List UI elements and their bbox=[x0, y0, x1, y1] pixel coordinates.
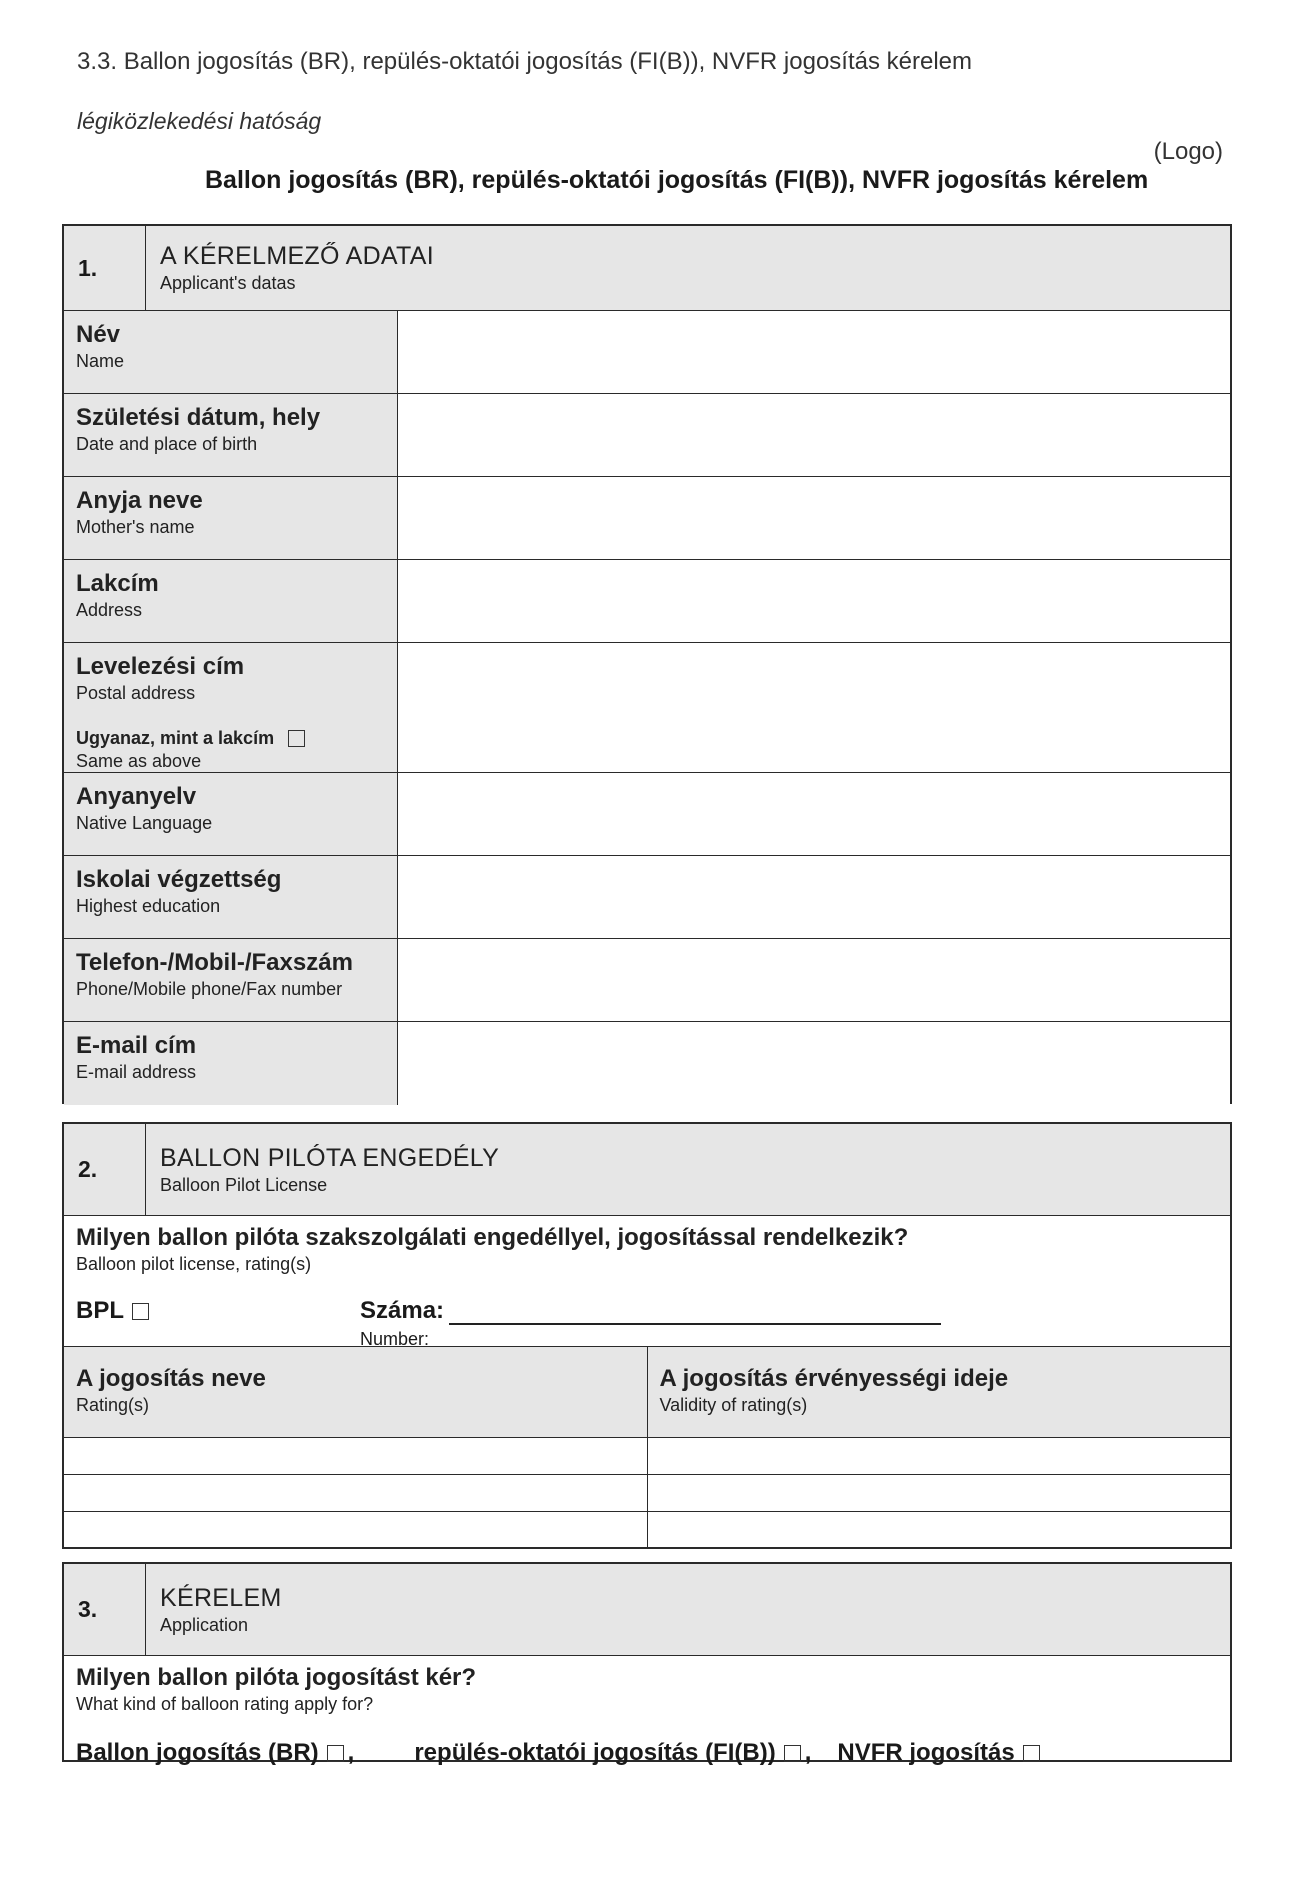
birth-date-place-field[interactable] bbox=[398, 394, 1230, 476]
section-balloon-pilot-license bbox=[62, 1122, 1232, 1549]
section-subtitle: Applicant's datas bbox=[160, 273, 296, 293]
form-row-language bbox=[64, 773, 1230, 856]
field-label: E-mail cím bbox=[76, 1032, 197, 1059]
postal-address-field[interactable] bbox=[398, 643, 1230, 772]
section-title: A KÉRELMEZŐ ADATAI bbox=[160, 242, 434, 270]
option-fib-checkbox[interactable] bbox=[784, 1745, 801, 1762]
section-number: 1. bbox=[64, 226, 146, 310]
field-label-en: Mother's name bbox=[76, 517, 195, 537]
field-label-en: Date and place of birth bbox=[76, 434, 258, 454]
form-row-mother bbox=[64, 477, 1230, 560]
option-separator: , bbox=[804, 1739, 812, 1766]
table-row bbox=[64, 1475, 1230, 1512]
field-label-en: Highest education bbox=[76, 896, 221, 916]
rating-name-cell[interactable] bbox=[64, 1438, 648, 1474]
rating-name-cell[interactable] bbox=[64, 1475, 648, 1511]
name-field[interactable] bbox=[398, 311, 1230, 393]
field-label-en: Name bbox=[76, 351, 125, 371]
table-row bbox=[64, 1438, 1230, 1475]
section-number: 2. bbox=[64, 1124, 146, 1215]
rating-name-cell[interactable] bbox=[64, 1512, 648, 1549]
question-text-en: Balloon pilot license, rating(s) bbox=[76, 1254, 312, 1274]
question-text: Milyen ballon pilóta jogosítást kér? bbox=[76, 1664, 477, 1691]
rating-validity-cell[interactable] bbox=[648, 1512, 1231, 1549]
bpl-label: BPL bbox=[76, 1297, 124, 1324]
email-field[interactable] bbox=[398, 1022, 1230, 1105]
question-text: Milyen ballon pilóta szakszolgálati engedéllyel, jogosítással rendelkezik? bbox=[76, 1224, 909, 1251]
field-label: Születési dátum, hely bbox=[76, 404, 321, 431]
field-label: Anyja neve bbox=[76, 487, 203, 514]
option-nvfr-label: NVFR jogosítás bbox=[837, 1739, 1015, 1766]
same-as-address-label: Ugyanaz, mint a lakcím bbox=[76, 728, 275, 748]
address-field[interactable] bbox=[398, 560, 1230, 642]
field-label: Iskolai végzettség bbox=[76, 866, 282, 893]
field-label: Levelezési cím bbox=[76, 653, 245, 680]
section-header bbox=[64, 1124, 1230, 1216]
license-question-block bbox=[64, 1216, 1230, 1347]
field-label: Telefon-/Mobil-/Faxszám bbox=[76, 949, 353, 976]
mother-name-field[interactable] bbox=[398, 477, 1230, 559]
form-row-postal bbox=[64, 643, 1230, 773]
form-row-phone bbox=[64, 939, 1230, 1022]
rating-validity-cell[interactable] bbox=[648, 1438, 1231, 1474]
field-label-en: Address bbox=[76, 600, 143, 620]
column-header-en: Validity of rating(s) bbox=[659, 1395, 808, 1415]
section-header bbox=[64, 1564, 1230, 1656]
field-label: Név bbox=[76, 321, 121, 348]
authority-name: légiközlekedési hatóság bbox=[77, 108, 322, 134]
application-question-block bbox=[64, 1656, 1230, 1767]
column-header: A jogosítás neve bbox=[76, 1365, 266, 1392]
license-number-field[interactable] bbox=[449, 1323, 941, 1325]
option-separator: , bbox=[347, 1739, 355, 1766]
field-label-en: Native Language bbox=[76, 813, 213, 833]
document-reference-line: 3.3. Ballon jogosítás (BR), repülés-oktatói jogosítás (FI(B)), NVFR jogosítás kérelem bbox=[77, 48, 973, 75]
table-row bbox=[64, 1512, 1230, 1549]
field-label-en: E-mail address bbox=[76, 1062, 197, 1082]
column-header: A jogosítás érvényességi ideje bbox=[659, 1365, 1009, 1392]
section-subtitle: Balloon Pilot License bbox=[160, 1174, 328, 1195]
column-header-en: Rating(s) bbox=[76, 1395, 150, 1415]
native-language-field[interactable] bbox=[398, 773, 1230, 855]
form-row-address bbox=[64, 560, 1230, 643]
rating-validity-cell[interactable] bbox=[648, 1475, 1231, 1511]
field-label: Anyanyelv bbox=[76, 783, 197, 810]
field-label-en: Phone/Mobile phone/Fax number bbox=[76, 979, 343, 999]
form-row-education bbox=[64, 856, 1230, 939]
option-nvfr-checkbox[interactable] bbox=[1023, 1745, 1040, 1762]
phone-field[interactable] bbox=[398, 939, 1230, 1021]
rating-options bbox=[76, 1739, 1218, 1767]
option-br-checkbox[interactable] bbox=[327, 1745, 344, 1762]
number-label-en: Number: bbox=[360, 1329, 430, 1349]
field-label: Lakcím bbox=[76, 570, 159, 597]
form-title: Ballon jogosítás (BR), repülés-oktatói jogosítás (FI(B)), NVFR jogosítás kérelem bbox=[205, 166, 1149, 194]
form-row-email bbox=[64, 1022, 1230, 1105]
section-number: 3. bbox=[64, 1564, 146, 1655]
section-subtitle: Application bbox=[160, 1614, 249, 1635]
field-label-en: Postal address bbox=[76, 683, 196, 703]
ratings-table-header bbox=[64, 1347, 1230, 1438]
bpl-checkbox[interactable] bbox=[132, 1303, 149, 1320]
section-application bbox=[62, 1562, 1232, 1766]
section-title: KÉRELEM bbox=[160, 1583, 282, 1612]
form-row-birth bbox=[64, 394, 1230, 477]
question-text-en: What kind of balloon rating apply for? bbox=[76, 1694, 374, 1714]
option-fib-label: repülés-oktatói jogosítás (FI(B)) bbox=[414, 1739, 776, 1766]
section-title: BALLON PILÓTA ENGEDÉLY bbox=[160, 1143, 500, 1172]
logo-placeholder: (Logo) bbox=[1153, 138, 1223, 165]
section-header bbox=[64, 226, 1230, 311]
form-row-name bbox=[64, 311, 1230, 394]
option-br-label: Ballon jogosítás (BR) bbox=[76, 1739, 319, 1766]
number-label: Száma: bbox=[360, 1297, 445, 1324]
section-applicant-data bbox=[62, 224, 1232, 1104]
same-as-address-label-en: Same as above bbox=[76, 751, 202, 771]
education-field[interactable] bbox=[398, 856, 1230, 938]
same-as-address-checkbox[interactable] bbox=[288, 730, 305, 747]
